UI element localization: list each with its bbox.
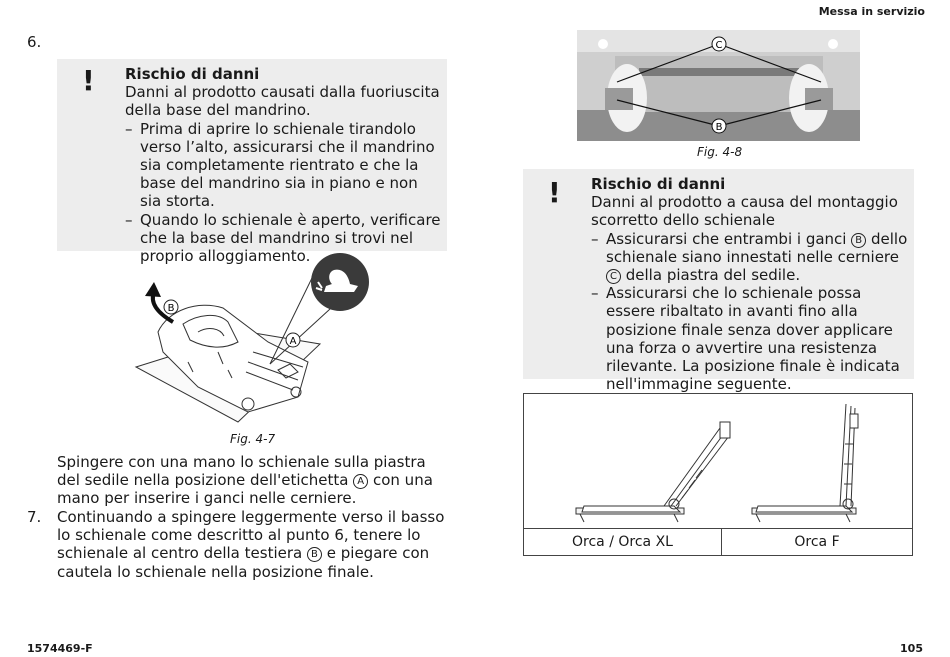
- label-b-badge: B: [851, 233, 866, 248]
- document-number: 1574469-F: [27, 642, 93, 655]
- figure-4-8-photo: [577, 30, 860, 141]
- warning-text: Danni al prodotto a causa del montaggio scorretto dello schienale: [591, 193, 898, 230]
- warning-box-1: [57, 59, 447, 266]
- warning-box-2: [523, 169, 914, 394]
- figure-row: [524, 394, 912, 529]
- bullet-dash: –: [591, 229, 599, 248]
- figure-4-8-caption: Fig. 4-8: [697, 145, 743, 159]
- figure-4-7-illustration: [128, 252, 378, 432]
- fig48-label-c: C: [715, 40, 723, 51]
- warning-icon: !: [548, 176, 561, 209]
- warning-bullet-1: – Prima di aprire lo schienale tirandolo verso l’alto, assicurarsi che il mandrino sia completamente rientrato e che la base del mandrino sia in piano e non sia storta.: [125, 119, 435, 211]
- label-b-badge: B: [307, 547, 322, 562]
- step-number-6: 6.: [27, 33, 42, 51]
- step-6-paragraph: Spingere con una mano lo schienale sulla piastra del sedile nella posizione dell'etichetta A con una mano per inserire i ganci nelle cerniere.: [57, 453, 433, 508]
- label-a-badge: A: [353, 474, 368, 489]
- table-cell-orca-xl: Orca / Orca XL: [524, 528, 722, 556]
- bullet-dash: –: [125, 210, 133, 229]
- section-header: Messa in servizio: [818, 5, 925, 18]
- fig48-label-b: B: [715, 122, 723, 133]
- figure-4-7-caption: Fig. 4-7: [230, 432, 276, 446]
- step-number-7: 7.: [27, 508, 42, 526]
- warning-bullet-1: – Assicurarsi che entrambi i ganci B dello schienale siano innestati nelle cerniere C della piastra del sedile.: [591, 229, 908, 285]
- label-c-badge: C: [606, 269, 621, 284]
- fig47-label-a: A: [289, 336, 297, 347]
- warning-bullet-2: – Quando lo schienale è aperto, verificare che la base del mandrino si trovi nel proprio alloggiamento.: [125, 210, 441, 266]
- bullet-dash: –: [591, 284, 599, 303]
- seat-icon: [311, 253, 369, 311]
- figure-comparison-table: [523, 393, 913, 556]
- warning-bullet-2: – Assicurarsi che lo schienale possa essere ribaltato in avanti fino alla posizione finale senza dover applicare una forza o avvertire una resistenza rilevante. La posizione finale è indicata nell'immagine seguente.: [591, 284, 900, 394]
- fig47-label-b: B: [167, 303, 175, 314]
- step-7-paragraph: Continuando a spingere leggermente verso il basso lo schienale come descritto al punto 6, tenere lo schienale al centro della testiera B e piegare con cautela lo schienale nella posizione finale.: [57, 508, 445, 581]
- warning-title: Rischio di danni: [591, 175, 726, 193]
- warning-icon: !: [82, 64, 95, 97]
- folded-chair-side-views: [524, 394, 912, 528]
- warning-title: Rischio di danni: [125, 65, 260, 83]
- warning-text: Danni al prodotto causati dalla fuoriuscita della base del mandrino.: [125, 83, 440, 120]
- page-number: 105: [900, 642, 923, 655]
- table-cell-orca-f: Orca F: [794, 534, 840, 550]
- bullet-dash: –: [125, 119, 133, 138]
